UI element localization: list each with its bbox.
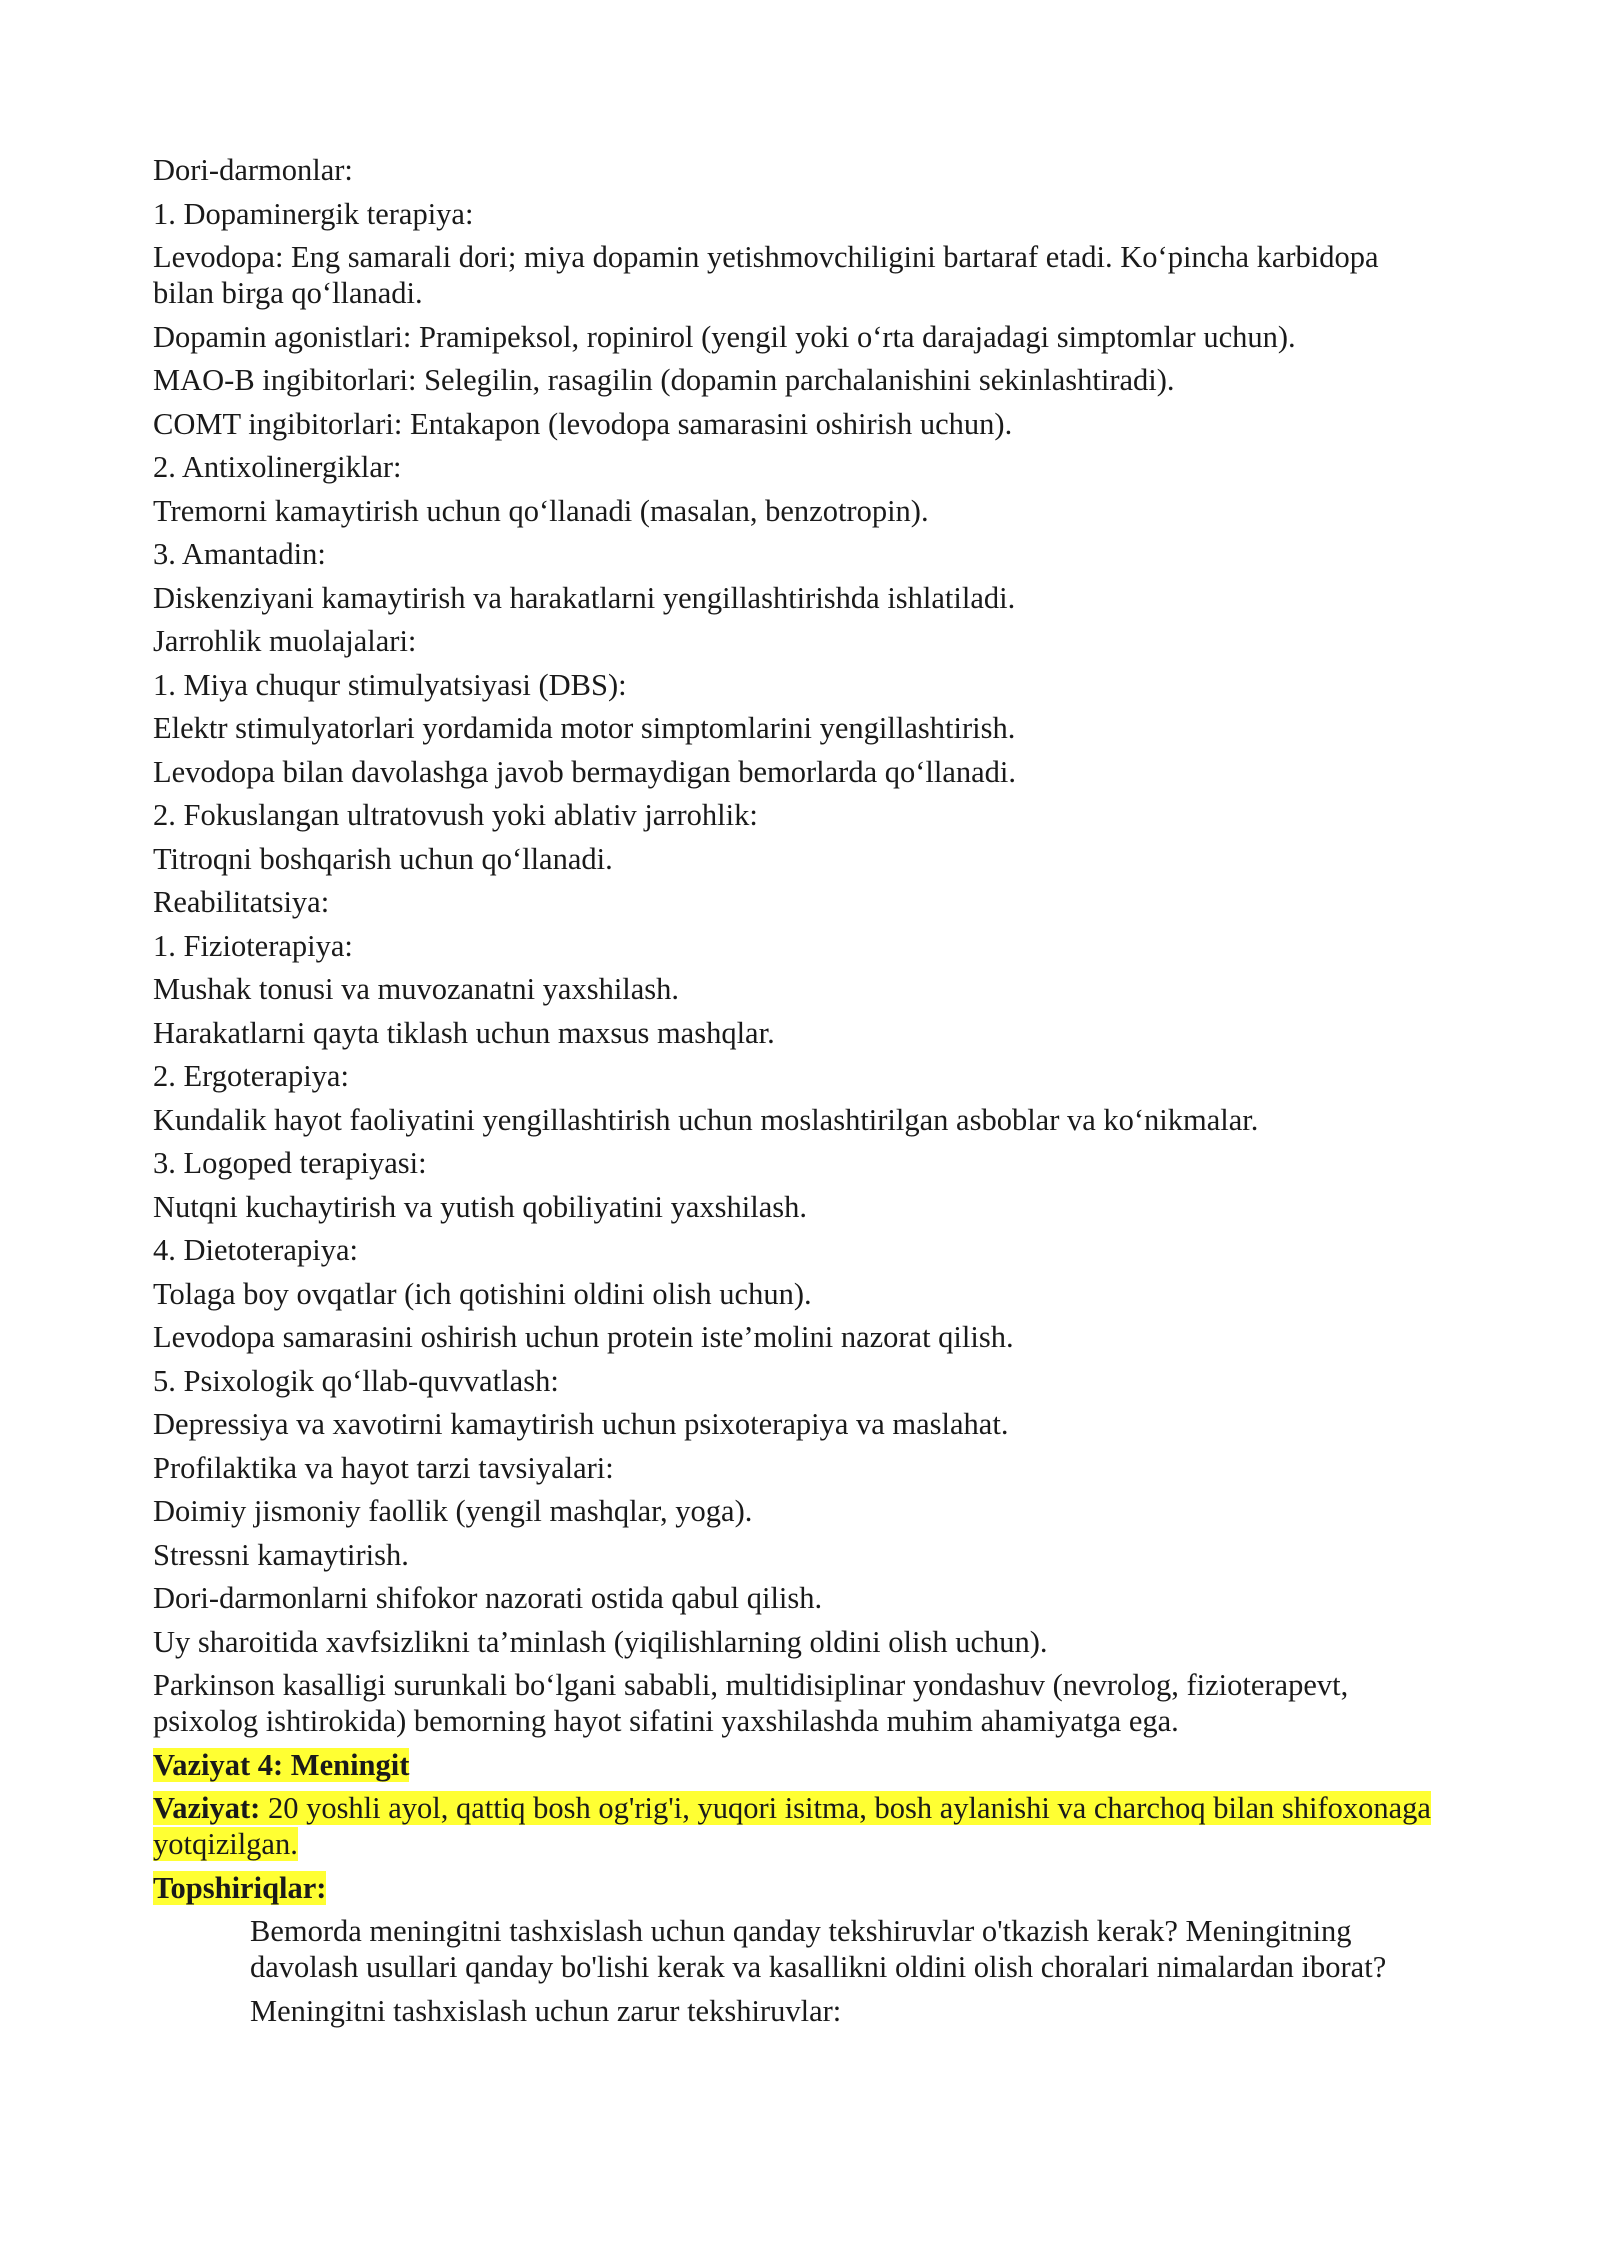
- paragraph: Levodopa bilan davolashga javob bermaydigan bemorlarda qo‘llanadi.: [153, 754, 1017, 789]
- case-situation-label: Vaziyat:: [153, 1791, 261, 1825]
- document-page: [153, 152, 1443, 2036]
- paragraph: Titroqni boshqarish uchun qo‘llanadi.: [153, 841, 613, 876]
- paragraph: Mushak tonusi va muvozanatni yaxshilash.: [153, 972, 680, 1006]
- paragraph: Levodopa: Eng samarali dori; miya dopamin yetishmovchiligini bartaraf etadi. Ko‘pincha karbidopa bilan birga qo‘llanadi.: [153, 240, 1379, 310]
- paragraph: Dopamin agonistlari: Pramipeksol, ropinirol (yengil yoki o‘rta darajadagi simptomlar uchun).: [153, 319, 1296, 354]
- paragraph: Tremorni kamaytirish uchun qo‘llanadi (masalan, benzotropin).: [153, 493, 929, 528]
- paragraph: Doimiy jismoniy faollik (yengil mashqlar, yoga).: [153, 1494, 753, 1528]
- paragraph: Profilaktika va hayot tarzi tavsiyalari:: [153, 1450, 614, 1485]
- case-heading: [153, 1747, 1443, 1783]
- paragraph: Dori-darmonlar:: [153, 153, 353, 187]
- paragraph: Harakatlarni qayta tiklash uchun maxsus mashqlar.: [153, 1015, 775, 1050]
- paragraph: Kundalik hayot faoliyatini yengillashtirish uchun moslashtirilgan asboblar va ko‘nikmalar.: [153, 1102, 1259, 1137]
- paragraph: 2. Fokuslangan ultratovush yoki ablativ jarrohlik:: [153, 798, 758, 832]
- paragraph: 3. Logoped terapiyasi:: [153, 1146, 427, 1180]
- paragraph: 3. Amantadin:: [153, 537, 326, 571]
- paragraph: Diskenziyani kamaytirish va harakatlarni yengillashtirishda ishlatiladi.: [153, 580, 1016, 615]
- paragraph: Tolaga boy ovqatlar (ich qotishini oldini olish uchun).: [153, 1276, 812, 1311]
- paragraph: 1. Fizioterapiya:: [153, 928, 353, 963]
- paragraph: Levodopa samarasini oshirish uchun protein iste’molini nazorat qilish.: [153, 1320, 1014, 1354]
- paragraph: Depressiya va xavotirni kamaytirish uchun psixoterapiya va maslahat.: [153, 1407, 1009, 1441]
- case-task-question: Bemorda meningitni tashxislash uchun qanday tekshiruvlar o'tkazish kerak? Meningitning davolash usullari qanday bo'lishi kerak va kasallikni oldini olish choralari nimalardan iborat?: [250, 1914, 1387, 1984]
- paragraph: Parkinson kasalligi surunkali bo‘lgani sababli, multidisiplinar yondashuv (nevrolog, fizioterapevt, psixolog ishtirokida) bemorning hayot sifatini yaxshilashda muhim ahamiyatga ega.: [153, 1668, 1349, 1738]
- paragraph: Nutqni kuchaytirish va yutish qobiliyatini yaxshilash.: [153, 1189, 807, 1224]
- paragraph: 1. Miya chuqur stimulyatsiyasi (DBS):: [153, 667, 627, 702]
- paragraph: Dori-darmonlarni shifokor nazorati ostida qabul qilish.: [153, 1581, 823, 1615]
- case-tasks-heading: [153, 1870, 1443, 1906]
- case-next-line: Meningitni tashxislash uchun zarur tekshiruvlar:: [250, 1993, 842, 2028]
- paragraph: 5. Psixologik qo‘llab-quvvatlash:: [153, 1363, 559, 1398]
- paragraph: MAO-B ingibitorlari: Selegilin, rasagilin (dopamin parchalanishini sekinlashtiradi).: [153, 363, 1175, 397]
- paragraph: 4. Dietoterapiya:: [153, 1233, 358, 1267]
- case-heading-text: Vaziyat 4: Meningit: [153, 1747, 410, 1782]
- paragraph: Uy sharoitida xavfsizlikni ta’minlash (yiqilishlarning oldini olish uchun).: [153, 1624, 1048, 1659]
- paragraph: COMT ingibitorlari: Entakapon (levodopa samarasini oshirish uchun).: [153, 406, 1013, 441]
- case-tasks-label: Topshiriqlar:: [153, 1870, 327, 1905]
- paragraph: Jarrohlik muolajalari:: [153, 624, 417, 658]
- paragraph: 2. Antixolinergiklar:: [153, 450, 402, 484]
- paragraph: 2. Ergoterapiya:: [153, 1059, 349, 1093]
- case-situation-text: 20 yoshli ayol, qattiq bosh og'rig'i, yuqori isitma, bosh aylanishi va charchoq bilan shifoxonaga yotqizilgan.: [153, 1791, 1431, 1861]
- case-situation: [153, 1790, 1443, 1862]
- paragraph: Reabilitatsiya:: [153, 885, 330, 919]
- paragraph: Elektr stimulyatorlari yordamida motor simptomlarini yengillashtirish.: [153, 711, 1016, 745]
- paragraph: Stressni kamaytirish.: [153, 1537, 409, 1572]
- case-situation-highlight: [153, 1791, 1431, 1861]
- paragraph: 1. Dopaminergik terapiya:: [153, 196, 474, 231]
